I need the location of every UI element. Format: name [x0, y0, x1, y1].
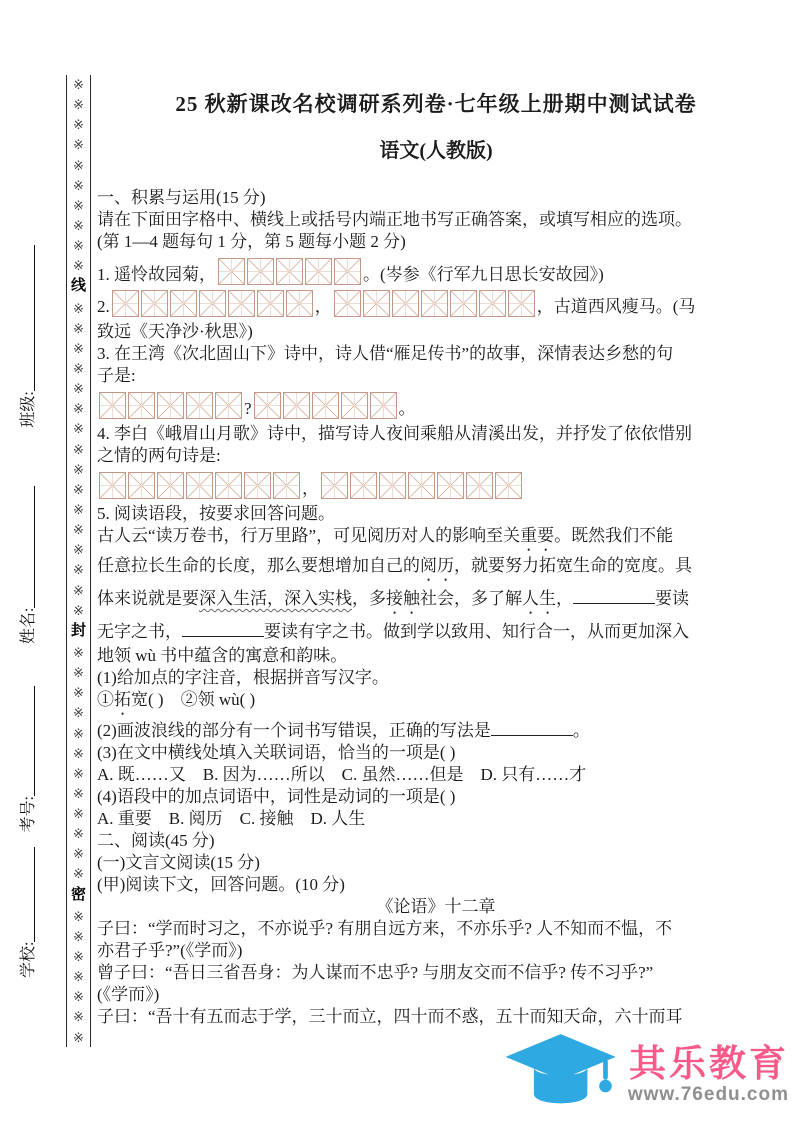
exam-main-area	[97, 88, 775, 1028]
dotted-term: 重要	[520, 526, 555, 545]
text-line	[97, 940, 775, 962]
text-line	[97, 585, 775, 618]
line-text: 。既然我们不能	[554, 526, 674, 545]
seal-line-column	[66, 75, 91, 1047]
dotted-term: 阅历	[420, 556, 454, 575]
seal-mark: ※	[73, 117, 84, 133]
answer-box[interactable]	[495, 472, 522, 499]
line-text: ?	[244, 399, 252, 418]
seal-mark: ※	[73, 928, 84, 944]
student-field-label: 姓名:	[19, 607, 37, 645]
seal-mark: ※	[73, 481, 84, 497]
answer-box[interactable]	[508, 290, 535, 317]
line-text: (1)给加点的字注音，根据拼音写汉字。	[97, 668, 389, 687]
text-line	[97, 231, 775, 253]
student-field	[15, 847, 38, 978]
seal-label-线: 线	[70, 278, 86, 295]
answer-box[interactable]	[99, 472, 126, 499]
answer-box[interactable]	[334, 290, 361, 317]
line-text: 《论语》十二章	[376, 897, 496, 916]
answer-grid	[254, 392, 397, 419]
dotted-term: 拓	[114, 690, 131, 709]
answer-grid	[218, 258, 361, 285]
student-field	[15, 486, 38, 644]
text-line	[97, 423, 775, 445]
seal-mark: ※	[73, 846, 84, 862]
text-line	[97, 187, 775, 209]
answer-box[interactable]	[273, 472, 300, 499]
seal-mark: ※	[73, 522, 84, 538]
answer-box[interactable]	[257, 290, 284, 317]
seal-mark: ※	[73, 745, 84, 761]
line-text: 地领 wù 书中蕴含的寓意和韵味。	[97, 646, 348, 665]
answer-box[interactable]	[466, 472, 493, 499]
line-text: 5. 阅读语段，按要求回答问题。	[97, 504, 335, 523]
text-line	[97, 830, 775, 852]
answer-box[interactable]	[312, 392, 339, 419]
line-text: A. 重要 B. 阅历 C. 接触 D. 人生	[97, 809, 366, 828]
student-field-blank[interactable]	[19, 245, 35, 391]
answer-blank[interactable]	[491, 719, 573, 736]
seal-mark: ※	[73, 97, 84, 113]
text-line	[97, 321, 775, 343]
brand-logo[interactable]	[487, 1030, 789, 1120]
line-text: 二、阅读(45 分)	[97, 831, 215, 850]
answer-box[interactable]	[421, 290, 448, 317]
seal-mark: ※	[73, 826, 84, 842]
seal-mark: ※	[73, 542, 84, 558]
student-field	[15, 245, 38, 427]
answer-grid	[334, 290, 535, 317]
student-info-fields	[4, 126, 48, 978]
seal-mark: ※	[73, 989, 84, 1005]
dotted-term: 接触	[386, 589, 420, 608]
answer-box[interactable]	[254, 392, 281, 419]
seal-mark: ※	[73, 665, 84, 681]
line-text: 社会，多了解	[420, 589, 522, 608]
answer-box[interactable]	[247, 258, 274, 285]
text-line	[97, 689, 775, 719]
seal-mark: ※	[73, 765, 84, 781]
seal-mark: ※	[73, 806, 84, 822]
line-text: 子曰：“吾十有五而志于学，三十而立，四十而不惑，五十而知天命，六十而耳	[97, 1007, 683, 1026]
graduation-cap-icon	[504, 1032, 622, 1118]
text-line	[97, 984, 775, 1006]
line-text: (《学而》)	[97, 985, 160, 1004]
line-text: 之情的两句诗是:	[97, 446, 221, 465]
text-line	[97, 764, 775, 786]
seal-mark: ※	[73, 969, 84, 985]
answer-box[interactable]	[450, 290, 477, 317]
answer-box[interactable]	[341, 392, 368, 419]
line-text: 宽( ) ②领 wù( )	[131, 690, 256, 709]
seal-mark: ※	[73, 381, 84, 397]
line-text: 体来说就是要	[97, 589, 199, 608]
student-field-label: 班级:	[19, 391, 37, 428]
text-line	[97, 667, 775, 689]
seal-mark: ※	[73, 705, 84, 721]
seal-mark: ※	[73, 644, 84, 660]
seal-mark: ※	[73, 360, 84, 376]
answer-box[interactable]	[99, 392, 126, 419]
line-text: 曾子曰：“吾日三省吾身：为人谋而不忠乎? 与朋友交而不信乎? 传不习乎?”	[97, 963, 654, 982]
wavy-underlined-term: 深入生活，深入实栈	[199, 589, 352, 608]
answer-blank[interactable]	[182, 620, 264, 637]
text-line	[97, 786, 775, 808]
seal-mark: ※	[73, 197, 84, 213]
line-text: ，	[314, 297, 332, 316]
seal-mark: ※	[73, 461, 84, 477]
seal-mark: ※	[73, 685, 84, 701]
line-text: 亦君子乎?”(《学而》)	[97, 941, 243, 960]
seal-mark: ※	[73, 401, 84, 417]
answer-box[interactable]	[392, 290, 419, 317]
seal-mark: ※	[73, 725, 84, 741]
line-text: 要读有字之书。做到学以致用、知行合一，从而更加深入	[264, 622, 689, 641]
seal-mark: ※	[73, 501, 84, 517]
answer-box[interactable]	[321, 472, 348, 499]
answer-box[interactable]	[283, 392, 310, 419]
answer-box[interactable]	[244, 472, 271, 499]
line-text: 子曰：“学而时习之，不亦说乎? 有朋自远方来，不亦乐乎? 人不知而不愠，不	[97, 919, 673, 938]
answer-box[interactable]	[186, 392, 213, 419]
exam-title: 25 秋新课改名校调研系列卷·七年级上册期中测试试卷	[175, 92, 697, 116]
answer-box[interactable]	[141, 290, 168, 317]
line-text: ，就要努力拓宽生命的宽度。具	[454, 556, 692, 575]
line-text: (3)在文中横线处填入关联词语，恰当的一项是( )	[97, 743, 456, 762]
line-text: 4. 李白《峨眉山月歌》诗中，描写诗人夜间乘船从清溪出发，并抒发了依依惜别	[97, 424, 692, 443]
answer-box[interactable]	[350, 472, 377, 499]
line-text: (一)文言文阅读(15 分)	[97, 853, 260, 872]
seal-mark: ※	[73, 582, 84, 598]
line-text: 。	[572, 721, 590, 740]
answer-box[interactable]	[363, 290, 390, 317]
answer-box[interactable]	[112, 290, 139, 317]
text-line	[97, 618, 775, 645]
line-text: 一、积累与运用(15 分)	[97, 188, 266, 207]
line-text: ，多	[352, 589, 386, 608]
answer-blank[interactable]	[573, 587, 655, 604]
seal-mark: ※	[73, 340, 84, 356]
seal-mark: ※	[73, 77, 84, 92]
line-text: 子是:	[97, 366, 136, 385]
line-text: ，	[556, 589, 573, 608]
answer-box[interactable]	[157, 472, 184, 499]
line-text: 。(岑参《行军九日思长安故园》)	[363, 265, 604, 284]
answer-grid-row	[97, 290, 775, 317]
line-text: (甲)阅读下文，回答问题。(10 分)	[97, 875, 345, 894]
answer-box[interactable]	[218, 258, 245, 285]
line-text: ，古道西风瘦马。(马	[536, 297, 696, 316]
line-text: 无字之书，	[97, 622, 182, 641]
seal-mark: ※	[73, 421, 84, 437]
answer-box[interactable]	[199, 290, 226, 317]
seal-mark: ※	[73, 908, 84, 924]
seal-mark: ※	[73, 949, 84, 965]
exam-subtitle: 语文(人教版)	[379, 140, 493, 162]
seal-mark: ※	[73, 217, 84, 233]
answer-grid-row	[97, 472, 775, 499]
student-field-label: 考号:	[19, 796, 37, 833]
seal-mark: ※	[73, 320, 84, 336]
answer-box[interactable]	[334, 258, 361, 285]
text-line	[97, 852, 775, 874]
seal-mark: ※	[73, 137, 84, 153]
seal-mark: ※	[73, 602, 84, 618]
seal-mark: ※	[73, 1009, 84, 1025]
answer-box[interactable]	[128, 472, 155, 499]
text-line	[97, 874, 775, 896]
answer-grid	[99, 472, 300, 499]
answer-box[interactable]	[379, 472, 406, 499]
text-line	[97, 555, 775, 585]
seal-mark: ※	[73, 562, 84, 578]
line-text: 要读	[655, 589, 689, 608]
seal-mark: ※	[73, 866, 84, 882]
text-line	[97, 445, 775, 467]
seal-mark: ※	[73, 785, 84, 801]
answer-grid	[99, 392, 242, 419]
exam-body	[97, 187, 775, 1028]
answer-box[interactable]	[186, 472, 213, 499]
answer-box[interactable]	[370, 392, 397, 419]
answer-box[interactable]	[228, 290, 255, 317]
line-text: (2)画波浪线的部分有一个词书写错误，正确的写法是	[97, 721, 491, 740]
seal-label-封: 封	[70, 622, 86, 639]
text-line	[97, 896, 775, 918]
seal-mark: ※	[73, 300, 84, 316]
student-field-label: 学校:	[19, 941, 37, 978]
brand-site-url: www.76edu.com	[627, 1084, 789, 1106]
answer-grid	[321, 472, 522, 499]
line-text: 请在下面田字格中、横线上或括号内端正地书写正确答案，或填写相应的选项。	[97, 210, 692, 229]
student-field-blank[interactable]	[19, 486, 35, 608]
text-line	[97, 808, 775, 830]
line-text: 。	[398, 399, 416, 418]
answer-box[interactable]	[215, 392, 242, 419]
answer-box[interactable]	[215, 472, 242, 499]
answer-box[interactable]	[479, 290, 506, 317]
seal-mark: ※	[73, 1029, 84, 1045]
text-line	[97, 962, 775, 984]
seal-mark: ※	[73, 177, 84, 193]
text-line	[97, 503, 775, 525]
answer-box[interactable]	[437, 472, 464, 499]
line-text: 任意拉长生命的长度，那么要想增加自己的	[97, 556, 420, 575]
seal-mark: ※	[73, 157, 84, 173]
answer-box[interactable]	[305, 258, 332, 285]
text-line	[97, 209, 775, 231]
answer-grid-row	[97, 392, 775, 419]
answer-box[interactable]	[157, 392, 184, 419]
dotted-term: 人生	[522, 589, 556, 608]
text-line	[97, 1006, 775, 1028]
text-line	[97, 719, 775, 742]
line-text: ，	[302, 479, 319, 498]
seal-mark: ※	[73, 258, 84, 274]
line-text: (4)语段中的加点词语中，词性是动词的一项是( )	[97, 787, 456, 806]
answer-box[interactable]	[128, 392, 155, 419]
answer-box[interactable]	[408, 472, 435, 499]
line-text: 古人云“读万卷书，行万里路”，可见阅历对人的影响至关	[97, 526, 521, 545]
text-line	[97, 365, 775, 387]
student-field-blank[interactable]	[19, 847, 35, 942]
text-line	[97, 525, 775, 555]
line-text: A. 既……又 B. 因为……所以 C. 虽然……但是 D. 只有……才	[97, 765, 587, 784]
answer-box[interactable]	[286, 290, 313, 317]
line-text: 1. 遥怜故园菊，	[97, 265, 216, 284]
answer-box[interactable]	[170, 290, 197, 317]
seal-mark: ※	[73, 441, 84, 457]
brand-name: 其乐教育	[629, 1042, 789, 1084]
seal-mark: ※	[73, 238, 84, 254]
student-field-blank[interactable]	[19, 686, 35, 796]
line-text: (第 1—4 题每句 1 分，第 5 题每小题 2 分)	[97, 232, 406, 251]
text-line	[97, 918, 775, 940]
line-text: 2.	[97, 297, 110, 316]
answer-grid	[112, 290, 313, 317]
line-text: ①	[97, 690, 114, 709]
text-line	[97, 645, 775, 667]
line-text: 致远《天净沙·秋思》)	[97, 322, 253, 341]
answer-box[interactable]	[276, 258, 303, 285]
text-line	[97, 343, 775, 365]
seal-label-密: 密	[70, 886, 86, 903]
answer-grid-row	[97, 258, 775, 285]
text-line	[97, 742, 775, 764]
line-text: 3. 在王湾《次北固山下》诗中，诗人借“雁足传书”的故事，深情表达乡愁的句	[97, 344, 674, 363]
student-field	[15, 686, 38, 832]
